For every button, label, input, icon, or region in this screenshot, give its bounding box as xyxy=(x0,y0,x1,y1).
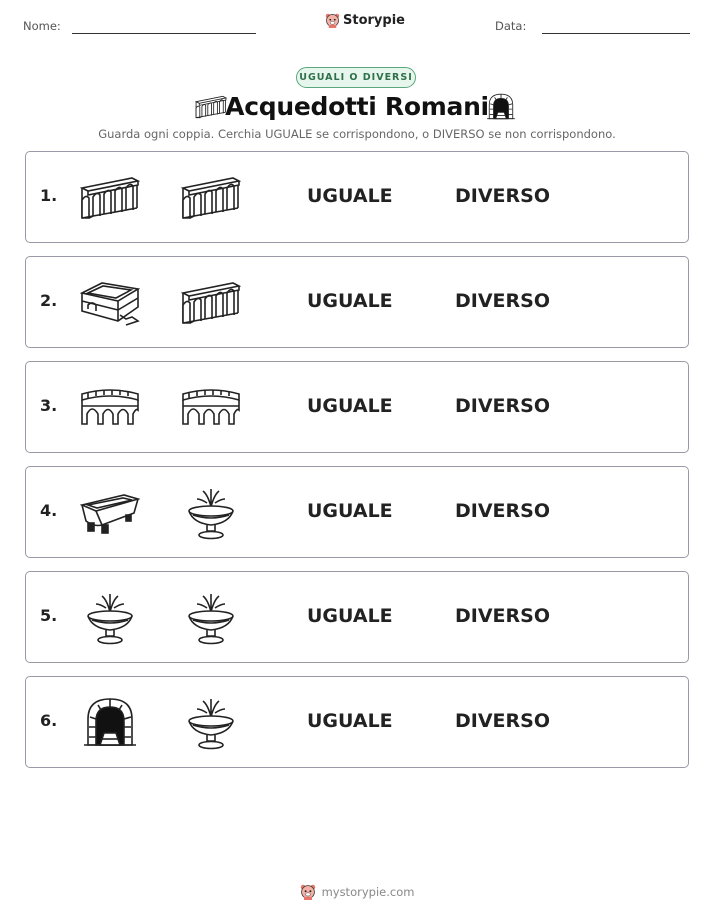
row-number: 1. xyxy=(40,186,58,205)
bridge-icon xyxy=(181,380,241,436)
same-option[interactable]: UGUALE xyxy=(307,710,393,732)
fountain-icon xyxy=(181,695,241,751)
exercise-row-4 xyxy=(25,466,689,558)
bridge-icon xyxy=(80,380,140,436)
worksheet-type-badge: UGUALI O DIVERSI xyxy=(296,67,416,88)
date-field-line[interactable] xyxy=(542,33,690,34)
exercise-row-6 xyxy=(25,676,689,768)
row-number: 6. xyxy=(40,711,58,730)
row-number: 4. xyxy=(40,501,58,520)
exercise-row-2 xyxy=(25,256,689,348)
exercise-row-5 xyxy=(25,571,689,663)
different-option[interactable]: DIVERSO xyxy=(455,290,550,312)
aqueduct-icon xyxy=(181,275,241,331)
different-option[interactable]: DIVERSO xyxy=(455,500,550,522)
same-option[interactable]: UGUALE xyxy=(307,290,393,312)
same-option[interactable]: UGUALE xyxy=(307,605,393,627)
brand-name: Storypie xyxy=(343,13,405,28)
row-number: 2. xyxy=(40,291,58,310)
bear-logo-icon xyxy=(325,13,340,28)
different-option[interactable]: DIVERSO xyxy=(455,185,550,207)
aqueduct-icon xyxy=(181,170,241,226)
fountain-icon xyxy=(181,485,241,541)
different-option[interactable]: DIVERSO xyxy=(455,605,550,627)
name-field-line[interactable] xyxy=(72,33,256,34)
row-number: 3. xyxy=(40,396,58,415)
aqueduct-icon xyxy=(80,170,140,226)
cistern-icon xyxy=(80,275,140,331)
storypie-logo xyxy=(325,13,405,28)
fountain-icon xyxy=(181,590,241,646)
name-label: Nome: xyxy=(23,19,61,33)
exercise-row-1 xyxy=(25,151,689,243)
trough-icon xyxy=(80,485,140,541)
different-option[interactable]: DIVERSO xyxy=(455,395,550,417)
exercise-row-3 xyxy=(25,361,689,453)
fountain-icon xyxy=(80,590,140,646)
footer xyxy=(0,884,714,900)
instructions: Guarda ogni coppia. Cerchia UGUALE se corrispondono, o DIVERSO se non corrispondono. xyxy=(98,127,616,141)
row-number: 5. xyxy=(40,606,58,625)
same-option[interactable]: UGUALE xyxy=(307,500,393,522)
tunnel-icon xyxy=(80,695,140,751)
tunnel-icon xyxy=(485,92,517,122)
page-title: Acquedotti Romani xyxy=(225,92,489,121)
same-option[interactable]: UGUALE xyxy=(307,395,393,417)
date-label: Data: xyxy=(495,19,527,33)
footer-url[interactable]: mystorypie.com xyxy=(321,885,415,899)
same-option[interactable]: UGUALE xyxy=(307,185,393,207)
different-option[interactable]: DIVERSO xyxy=(455,710,550,732)
bear-logo-icon xyxy=(300,884,316,900)
